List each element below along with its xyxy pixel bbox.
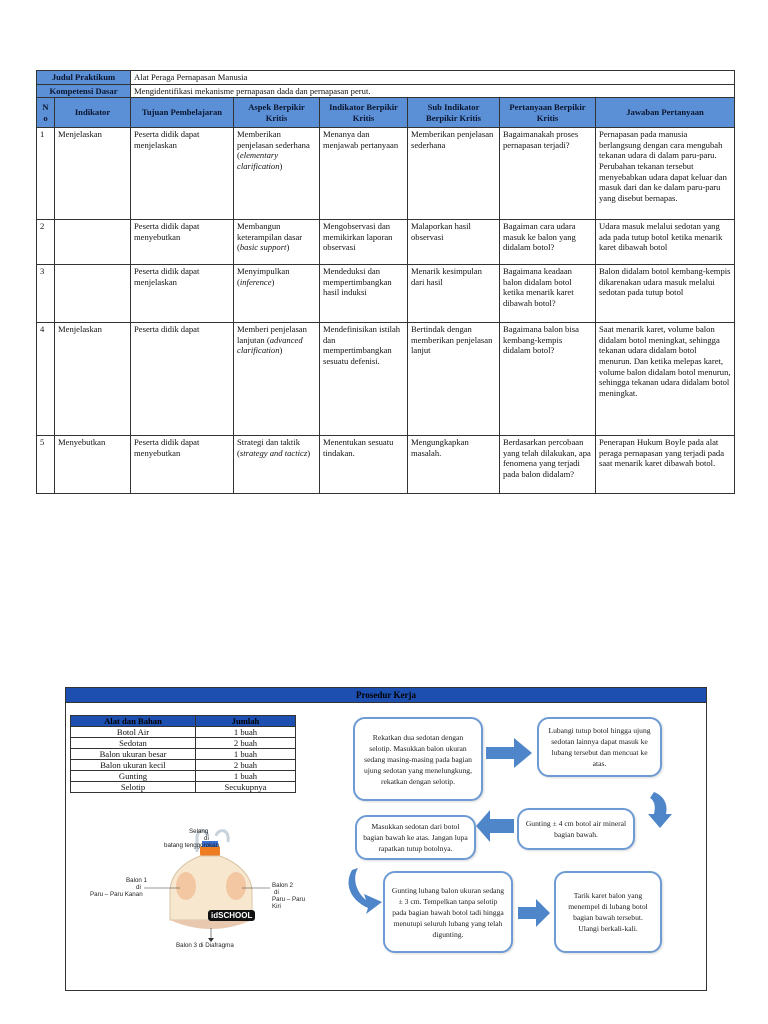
- label-balon1: Balon 1: [126, 877, 147, 884]
- aspek-close: ): [279, 345, 283, 356]
- cell-aspek: [234, 220, 320, 265]
- cell-tujuan: Peserta didik dapat menjelaskan: [131, 128, 234, 220]
- cell-jawaban: Balon didalam botol kembang-kempis dikarenakan udara masuk melalui sedotan pada tutup botol: [596, 265, 735, 323]
- cell-sub: Menarik kesimpulan dari hasil: [408, 265, 500, 323]
- cell-indikator: Menyebutkan: [55, 436, 131, 494]
- aspek-text: Membangun keterampilan dasar (: [237, 221, 303, 253]
- cell-pertanyaan: Bagaimana balon bisa kembang-kempis didalam botol?: [500, 323, 596, 436]
- aspek-term: elementary clarification: [237, 150, 280, 171]
- tools-header-qty: Jumlah: [196, 716, 296, 727]
- tool-name: Gunting: [71, 771, 196, 782]
- cell-indikator: Menjelaskan: [55, 323, 131, 436]
- cell-indikator-bk: Menentukan sesuatu tindakan.: [320, 436, 408, 494]
- col-header-indikator-bk: Indikator Berpikir Kritis: [320, 98, 408, 128]
- tool-qty: 1 buah: [196, 771, 296, 782]
- label-balon1-di: di: [136, 884, 141, 891]
- col-header-aspek: Aspek Berpikir Kritis: [234, 98, 320, 128]
- cell-tujuan: Peserta didik dapat: [131, 323, 234, 436]
- flow-step-1: Rekatkan dua sedotan dengan selotip. Masukkan balon ukuran sedang masing-masing pada bagian ujung sedotan yang menelungkung, rekatkan dengan selotip.: [353, 717, 483, 801]
- label-selang-trachea: batang tenggorokan: [164, 842, 220, 849]
- tool-qty: 1 buah: [196, 727, 296, 738]
- cell-no: 5: [37, 436, 55, 494]
- aspek-text: Menyimpulkan (: [237, 266, 290, 287]
- tool-qty: 2 buah: [196, 760, 296, 771]
- aspek-term: inference: [239, 276, 272, 287]
- cell-jawaban: Penerapan Hukum Boyle pada alat peraga pernapasan yang terjadi pada saat menarik karet dibawah botol.: [596, 436, 735, 494]
- cell-indikator: [55, 265, 131, 323]
- cell-sub: Malaporkan hasil observasi: [408, 220, 500, 265]
- kompetensi-label: Kompetensi Dasar: [37, 84, 131, 98]
- tool-name: Selotip: [71, 782, 196, 793]
- tool-name: Sedotan: [71, 738, 196, 749]
- tool-name: Balon ukuran besar: [71, 749, 196, 760]
- judul-row: [37, 71, 735, 85]
- aspek-text: Memberi penjelasan lanjutan (: [237, 324, 307, 345]
- flow-step-2: Lubangi tutup botol hingga ujung sedotan lainnya dapat masuk ke lubang tersebut dan mencuat ke atas.: [537, 717, 662, 777]
- flow-step-5: Gunting lubang balon ukuran sedang ± 3 cm. Tempelkan tanpa selotip pada bagian bawah botol tadi hingga menutupi seluruh lubang yang telah digunting.: [383, 871, 513, 953]
- aspek-term: strategy and tacticz: [239, 447, 308, 458]
- label-balon2-di: di: [274, 889, 279, 896]
- cell-pertanyaan: Bagaimana keadaan balon didalam botol ketika menarik karet dibawah botol?: [500, 265, 596, 323]
- cell-aspek: [234, 323, 320, 436]
- arrow-right-icon: [518, 899, 550, 927]
- tool-name: Botol Air: [71, 727, 196, 738]
- col-header-sub: Sub Indikator Berpikir Kritis: [408, 98, 500, 128]
- tool-qty: Secukupnya: [196, 782, 296, 793]
- flow-step-3: Gunting ± 4 cm botol air mineral bagian bawah.: [517, 808, 635, 850]
- cell-aspek: [234, 128, 320, 220]
- label-balon2-organ: Paru – Paru Kiri: [272, 896, 306, 910]
- cell-aspek: [234, 265, 320, 323]
- aspek-term: basic support: [239, 242, 287, 253]
- cell-pertanyaan: Berdasarkan percobaan yang telah dilakukan, apa fenomena yang terjadi pada balon didalam?: [500, 436, 596, 494]
- table-row: [37, 436, 735, 494]
- cell-sub: Bertindak dengan memberikan penjelasan lanjut: [408, 323, 500, 436]
- procedure-title: Prosedur Kerja: [66, 688, 706, 703]
- label-selang-di: di: [204, 835, 209, 842]
- judul-label: Judul Praktikum: [37, 71, 131, 85]
- label-selang-1: Selang: [189, 828, 209, 835]
- cell-pertanyaan: Bagaimanakah proses pernapasan terjadi?: [500, 128, 596, 220]
- tool-qty: 1 buah: [196, 749, 296, 760]
- col-header-indikator: Indikator: [55, 98, 131, 128]
- flow-arrows: [66, 688, 706, 990]
- cell-sub: Memberikan penjelasan sederhana: [408, 128, 500, 220]
- cell-aspek: [234, 436, 320, 494]
- arrow-right-icon: [486, 738, 532, 768]
- cell-jawaban: Udara masuk melalui sedotan yang ada pada tutup botol ketika menarik karet dibawah botol: [596, 220, 735, 265]
- tool-qty: 2 buah: [196, 738, 296, 749]
- rubric-table: [36, 70, 735, 494]
- cell-tujuan: Peserta didik dapat menyebutkan: [131, 220, 234, 265]
- flow-step-4: Masukkan sedotan dari botol bagian bawah ke atas. Jangan lupa rapatkan tutup botolnya.: [355, 815, 476, 860]
- cell-no: 3: [37, 265, 55, 323]
- cell-sub: Mengungkapkan masalah.: [408, 436, 500, 494]
- tools-header-item: Alat dan Bahan: [71, 716, 196, 727]
- aspek-close: ): [286, 242, 290, 253]
- col-header-jawaban: Jawaban Pertanyaan: [596, 98, 735, 128]
- col-header-pertanyaan: Pertanyaan Berpikir Kritis: [500, 98, 596, 128]
- aspek-close: ): [279, 160, 283, 171]
- kompetensi-value: Mengidentifikasi mekanisme pernapasan dada dan pernapasan perut.: [131, 84, 735, 98]
- table-row: [37, 220, 735, 265]
- cell-indikator-bk: Menanya dan menjawab pertanyaan: [320, 128, 408, 220]
- cell-indikator-bk: Mendeduksi dan mempertimbangkan hasil induksi: [320, 265, 408, 323]
- arrow-curve-left-icon: [349, 868, 382, 914]
- label-balon2: Balon 2: [272, 882, 293, 889]
- aspek-text: Strategi dan taktik (: [237, 437, 301, 458]
- cell-jawaban: Pernapasan pada manusia berlangsung dengan cara mengubah tekanan udara di dalam paru-paru. Perubahan tekanan tersebut menyebabkan udara dapat keluar dan masuk dari dan ke dalam paru-paru yang disebut bernapas.: [596, 128, 735, 220]
- cell-tujuan: Peserta didik dapat menyebutkan: [131, 436, 234, 494]
- aspek-close: ): [271, 276, 275, 287]
- table-row: [37, 323, 735, 436]
- arrow-left-icon: [476, 810, 514, 842]
- cell-no: 2: [37, 220, 55, 265]
- aspek-close: ): [307, 447, 311, 458]
- table-row: [37, 265, 735, 323]
- cell-no: 1: [37, 128, 55, 220]
- arrow-curve-down-icon: [648, 792, 672, 828]
- aspek-term: advanced clarification: [237, 334, 303, 356]
- col-header-tujuan: Tujuan Pembelajaran: [131, 98, 234, 128]
- aspek-text: Memberikan penjelasan sederhana (: [237, 129, 310, 161]
- kompetensi-row: [37, 84, 735, 98]
- cell-indikator-bk: Mendefinisikan istilah dan mempertimbangkan sesuatu defenisi.: [320, 323, 408, 436]
- cell-indikator: Menjelaskan: [55, 128, 131, 220]
- label-balon1-organ: Paru – Paru Kanan: [90, 891, 143, 898]
- cell-no: 4: [37, 323, 55, 436]
- label-balon3: Balon 3 di Diafragma: [176, 942, 234, 949]
- col-header-no: N o: [37, 98, 55, 128]
- column-header-row: [37, 98, 735, 128]
- cell-indikator-bk: Mengobservasi dan memikirkan laporan observasi: [320, 220, 408, 265]
- idschool-logo: idSCHOOL: [208, 910, 255, 921]
- cell-jawaban: Saat menarik karet, volume balon didalam botol meningkat, sehingga tekanan udara didalam botol menurun. Dan ketika melepas karet, volume balon didalam botol menurun, sehingga tekanan udara didalam botol meningkat.: [596, 323, 735, 436]
- cell-tujuan: Peserta didik dapat menjelaskan: [131, 265, 234, 323]
- table-row: [37, 128, 735, 220]
- procedure-panel: [65, 687, 707, 991]
- tool-name: Balon ukuran kecil: [71, 760, 196, 771]
- cell-pertanyaan: Bagaiman cara udara masuk ke balon yang didalam botol?: [500, 220, 596, 265]
- flow-step-6: Tarik karet balon yang menempel di lubang botol bagian bawah tersebut. Ulangi berkali-kali.: [554, 871, 662, 953]
- judul-value: Alat Peraga Pernapasan Manusia: [131, 71, 735, 85]
- cell-indikator: [55, 220, 131, 265]
